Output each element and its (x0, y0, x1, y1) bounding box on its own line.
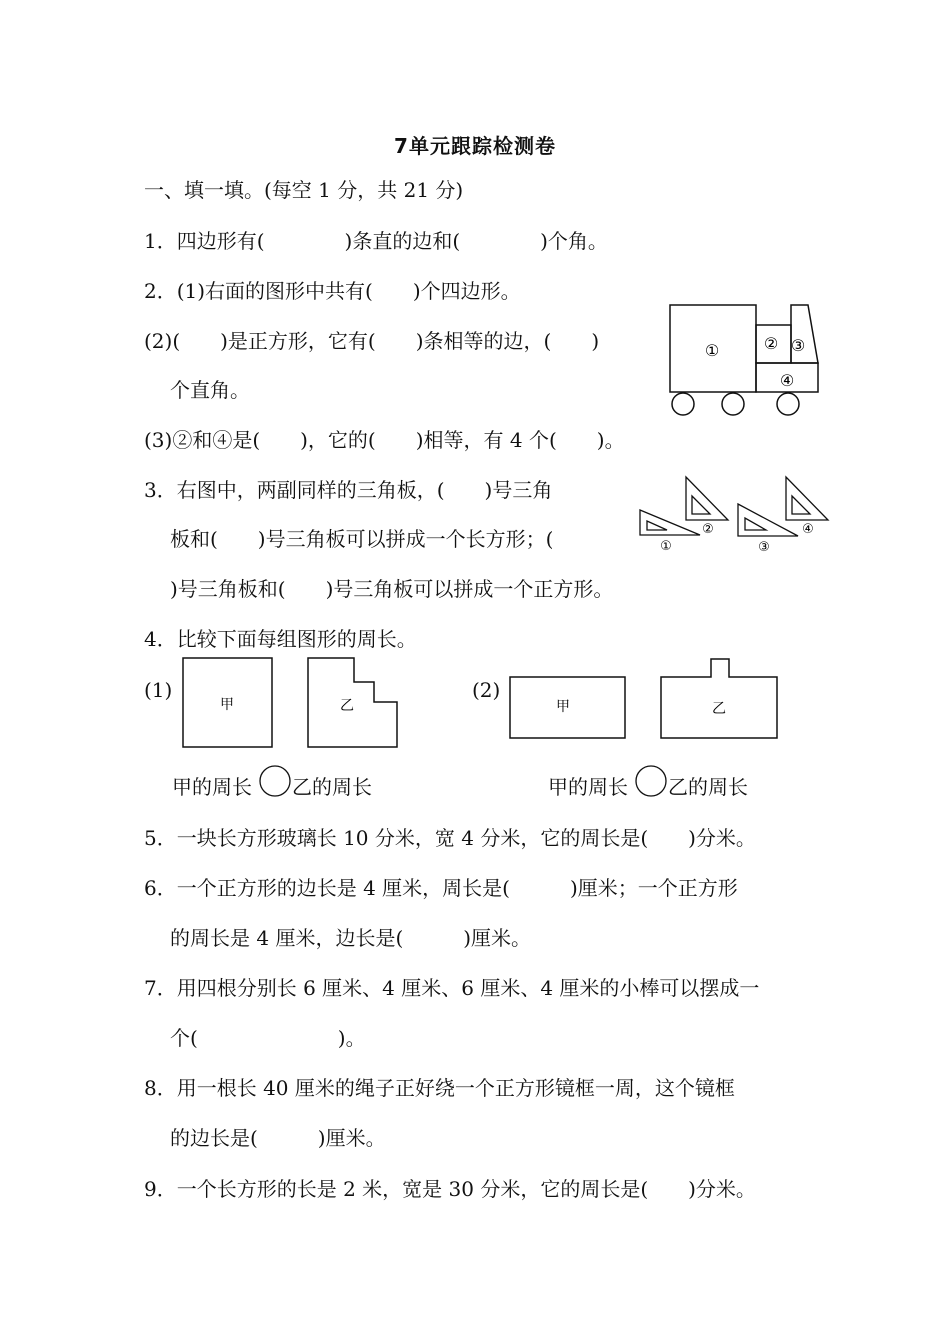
compare-circle-1[interactable] (257, 764, 293, 800)
ruler-label-2: ② (702, 522, 714, 537)
q4-part-2-figures (505, 655, 785, 745)
shape-yi-tab (661, 659, 777, 738)
train-wheel (722, 393, 744, 415)
triangle-ruler-hole (647, 521, 667, 530)
question-2-line-4: (3)②和④是( )，它的( )相等，有 4 个( )。 (144, 428, 625, 452)
shape-jia-label: 甲 (556, 699, 570, 715)
compare-right-text: 乙的周长 (668, 775, 748, 799)
question-6-line-1: 6．一个正方形的边长是 4 厘米，周长是( )厘米；一个正方形 (144, 876, 738, 900)
shape-yi-label: 乙 (712, 701, 726, 717)
ruler-label-4: ④ (802, 522, 814, 537)
question-8-line-1: 8．用一根长 40 厘米的绳子正好绕一个正方形镜框一周，这个镜框 (144, 1076, 735, 1100)
train-label-1: ① (704, 341, 720, 360)
q4-part-1-figures (180, 655, 410, 755)
train-figure (660, 300, 840, 420)
question-3-line-3: )号三角板和( )号三角板可以拼成一个正方形。 (170, 577, 614, 601)
triangle-rulers-figure (630, 472, 840, 557)
question-3-line-1: 3．右图中，两副同样的三角板，( )号三角 (144, 478, 553, 502)
question-6-line-2: 的周长是 4 厘米，边长是( )厘米。 (170, 926, 532, 950)
section-heading: 一、填一填。(每空 1 分，共 21 分) (144, 178, 464, 202)
question-4-title: 4．比较下面每组图形的周长。 (144, 627, 417, 651)
page-title: 7单元跟踪检测卷 (394, 134, 556, 158)
shape-jia-label: 甲 (220, 697, 234, 713)
shape-yi-label: 乙 (340, 698, 354, 714)
ruler-label-3: ③ (758, 540, 770, 555)
train-label-3: ③ (790, 336, 806, 355)
question-5: 5．一块长方形玻璃长 10 分米，宽 4 分米，它的周长是( )分米。 (144, 826, 756, 850)
question-2-line-2: (2)( )是正方形，它有( )条相等的边，( ) (144, 329, 600, 353)
question-7-line-1: 7．用四根分别长 6 厘米、4 厘米、6 厘米、4 厘米的小棒可以摆成一 (144, 976, 760, 1000)
question-4-part-1: (1) (144, 678, 173, 702)
question-9: 9．一个长方形的长是 2 米，宽是 30 分米，它的周长是( )分米。 (144, 1177, 756, 1201)
question-7-line-2: 个( )。 (170, 1026, 366, 1050)
question-2-line-3: 个直角。 (170, 378, 250, 402)
train-wheel (672, 393, 694, 415)
question-4-part-2: (2) (472, 678, 501, 702)
compare-circle-2[interactable] (633, 764, 669, 800)
compare-right-text: 乙的周长 (292, 775, 372, 799)
ruler-label-1: ① (660, 539, 672, 554)
compare-left-text: 甲的周长 (548, 775, 628, 799)
question-8-line-2: 的边长是( )厘米。 (170, 1126, 386, 1150)
question-2-line-1: 2．(1)右面的图形中共有( )个四边形。 (144, 279, 521, 303)
compare-left-text: 甲的周长 (172, 775, 252, 799)
train-wheel (777, 393, 799, 415)
train-label-2: ② (763, 334, 779, 353)
train-label-4: ④ (779, 371, 795, 390)
question-3-line-2: 板和( )号三角板可以拼成一个长方形；( (170, 527, 554, 551)
question-1: 1．四边形有( )条直的边和( )个角。 (144, 229, 608, 253)
triangle-ruler-hole (745, 518, 766, 530)
